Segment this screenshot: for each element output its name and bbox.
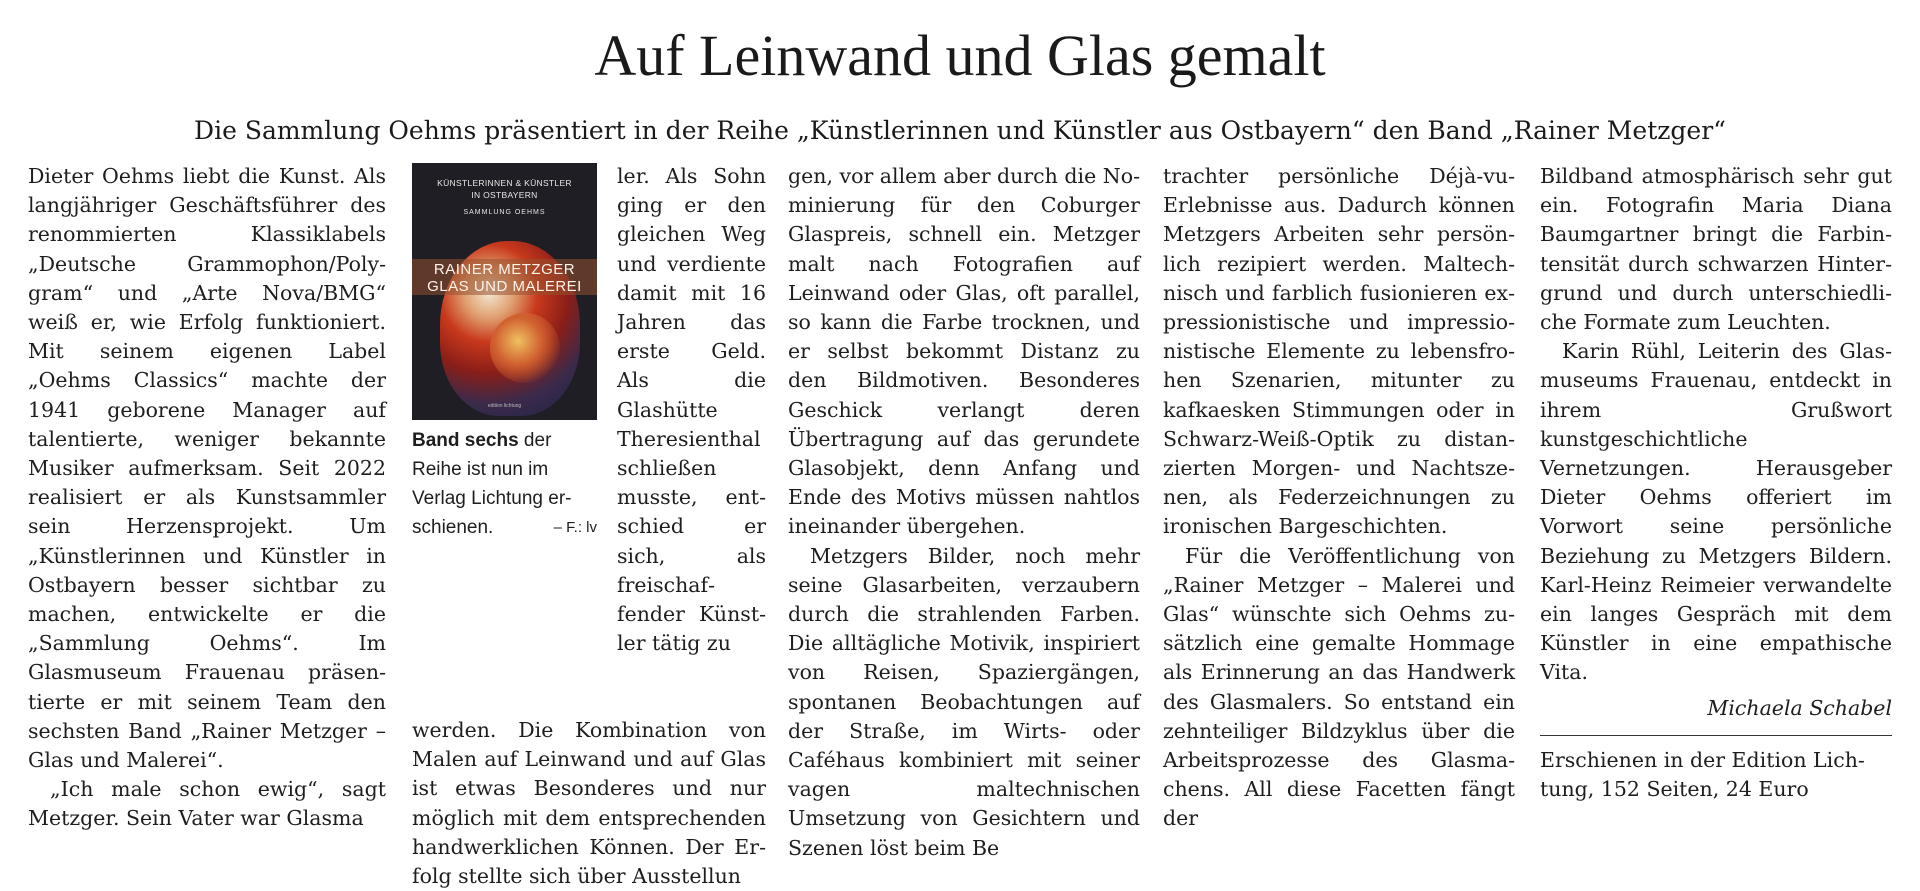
- book-title: [412, 261, 597, 295]
- paragraph: werden. Die Kombination von Malen auf Leinwand und auf Glas ist etwas Besonderes und nur möglich mit dem entsprechenden handwerklichen Können. Der Erfolg stellte sich über Ausstellun: [412, 718, 766, 889]
- divider: [1540, 735, 1892, 736]
- headline: Auf Leinwand und Glas gemalt: [594, 23, 1326, 88]
- paragraph: Metzgers Bilder, noch mehr seine Glasarbeiten, verzaubern durch die strahlenden Farben. Die alltägliche Motivik, inspiriert von Reisen, Spaziergängen, spontanen Beobachtungen auf der Straße, im Wirts- oder Caféhaus kombiniert mit seiner vagen maltechnischen Umsetzung von Gesichtern und Szenen löst beim Be: [788, 543, 1140, 860]
- subheadline: Die Sammlung Oehms präsentiert in der Reihe „Künstlerinnen und Künstler aus Ostbayern“ den Band „Rainer Metzger“: [194, 116, 1726, 145]
- caption-lead: Band sechs: [412, 430, 519, 451]
- book-cover-image: [412, 163, 597, 420]
- image-caption: [412, 426, 597, 542]
- paragraph: gen, vor allem aber durch die Nominierung für den Coburger Glaspreis, schnell ein. Metzger malt nach Fotografien auf Leinwand oder Glas, oft parallel, so kann die Farbe trocknen, und er selbst bekommt Distanz zu den Bildmotiven. Besonderes Geschick verlangt deren Übertragung auf das gerundete Glasobjekt, denn Anfang und Ende des Motivs müssen nahtlos ineinander übergehen.: [788, 164, 1140, 539]
- article-column-2-bottom: [412, 716, 766, 891]
- book-title-line-2: GLAS UND MALEREI: [427, 278, 582, 295]
- caption-text: der Reihe ist nun im Verlag Lichtung erschienen.: [412, 430, 572, 538]
- paragraph: Bildband atmosphärisch sehr gut ein. Fotografin Maria Diana Baumgartner bringt die Farbintensität durch schwarzen Hintergrund und durch unterschiedliche Formate zum Leuchten.: [1540, 164, 1892, 335]
- book-collection-label: SAMMLUNG OEHMS: [463, 209, 546, 216]
- article-column-5: [1540, 162, 1892, 804]
- book-series-title: [412, 177, 597, 201]
- paragraph: trachter persönliche Déjà-vu-Erlebnisse aus. Dadurch können Metzgers Arbeiten sehr persönlich rezipiert werden. Maltechnisch und farblich fusionieren expressionistische und impressionistische Elemente zu lebensfrohen Szenarien, mitunter zu kafkaesken Stimmungen oder in Schwarz-Weiß-Optik zu distanzierten Morgen- und Nachtszenen, als Federzeichnungen zu ironischen Bargeschichten.: [1163, 164, 1515, 539]
- paragraph: Für die Veröffentlichung von „Rainer Metzger – Malerei und Glas“ wünschte sich Oehms zusätzlich eine gemalte Hommage als Erinnerung an das Handwerk des Glasmalers. So entstand ein zehnteiliger Bildzyklus über die Arbeitsprozesse des Glasmachens. All diese Facetten fängt der: [1163, 543, 1515, 831]
- book-publisher: edition lichtung: [487, 403, 522, 409]
- article-column-4: [1163, 162, 1515, 834]
- book-title-line-1: RAINER METZGER: [433, 261, 576, 278]
- paragraph: „Ich male schon ewig“, sagt Metzger. Sein Vater war Glasma: [28, 777, 386, 831]
- paragraph: Karin Rühl, Leiterin des Glasmuseums Frauenau, entdeckt in ihrem Grußwort kunstgeschichtliche Vernetzungen. Herausgeber Dieter Oehms offeriert im Vorwort seine persönliche Beziehung zu Metzgers Bildern. Karl-Heinz Reimeier verwandelte ein langes Gespräch mit dem Künstler in eine empathische Vita.: [1540, 339, 1892, 685]
- article-column-2-top: [617, 162, 766, 658]
- article-column-1: [28, 162, 386, 834]
- article-column-3: [788, 162, 1140, 863]
- book-series-line-1: KÜNSTLERINNEN & KÜNSTLER: [437, 178, 572, 188]
- publication-note: Erschienen in der Edition Lichtung, 152 Seiten, 24 Euro: [1540, 747, 1865, 802]
- vase-highlight: [490, 313, 560, 383]
- author-byline: Michaela Schabel: [1707, 695, 1892, 720]
- paragraph: Dieter Oehms liebt die Kunst. Als langjähriger Geschäftsführer des renommierten Klassiklabels „Deutsche Grammophon/Polygram“ und „Arte Nova/BMG“ weiß er, wie Erfolg funktioniert. Mit seinem eigenen Label „Oehms Classics“ machte der 1941 geborene Manager auf talentierte, weniger bekannte Musiker aufmerksam. Seit 2022 realisiert er als Kunstsammler sein Herzensprojekt. Um „Künstlerinnen und Künstler in Ostbayern besser sichtbar zu machen, entwickelte er die „Sammlung Oehms“. Im Glasmuseum Frauenau präsentierte er mit seinem Team den sechsten Band „Rainer Metzger – Glas und Malerei“.: [28, 164, 386, 773]
- photo-credit: – F.: lv: [553, 519, 597, 536]
- book-series-line-2: IN OSTBAYERN: [471, 190, 538, 200]
- paragraph: ler. Als Sohn ging er den gleichen Weg und verdiente damit mit 16 Jahren das erste Geld. Als die Glashütte Theresienthal schließen musste, entschied er sich, als freischaffender Künstler tätig zu: [617, 164, 766, 656]
